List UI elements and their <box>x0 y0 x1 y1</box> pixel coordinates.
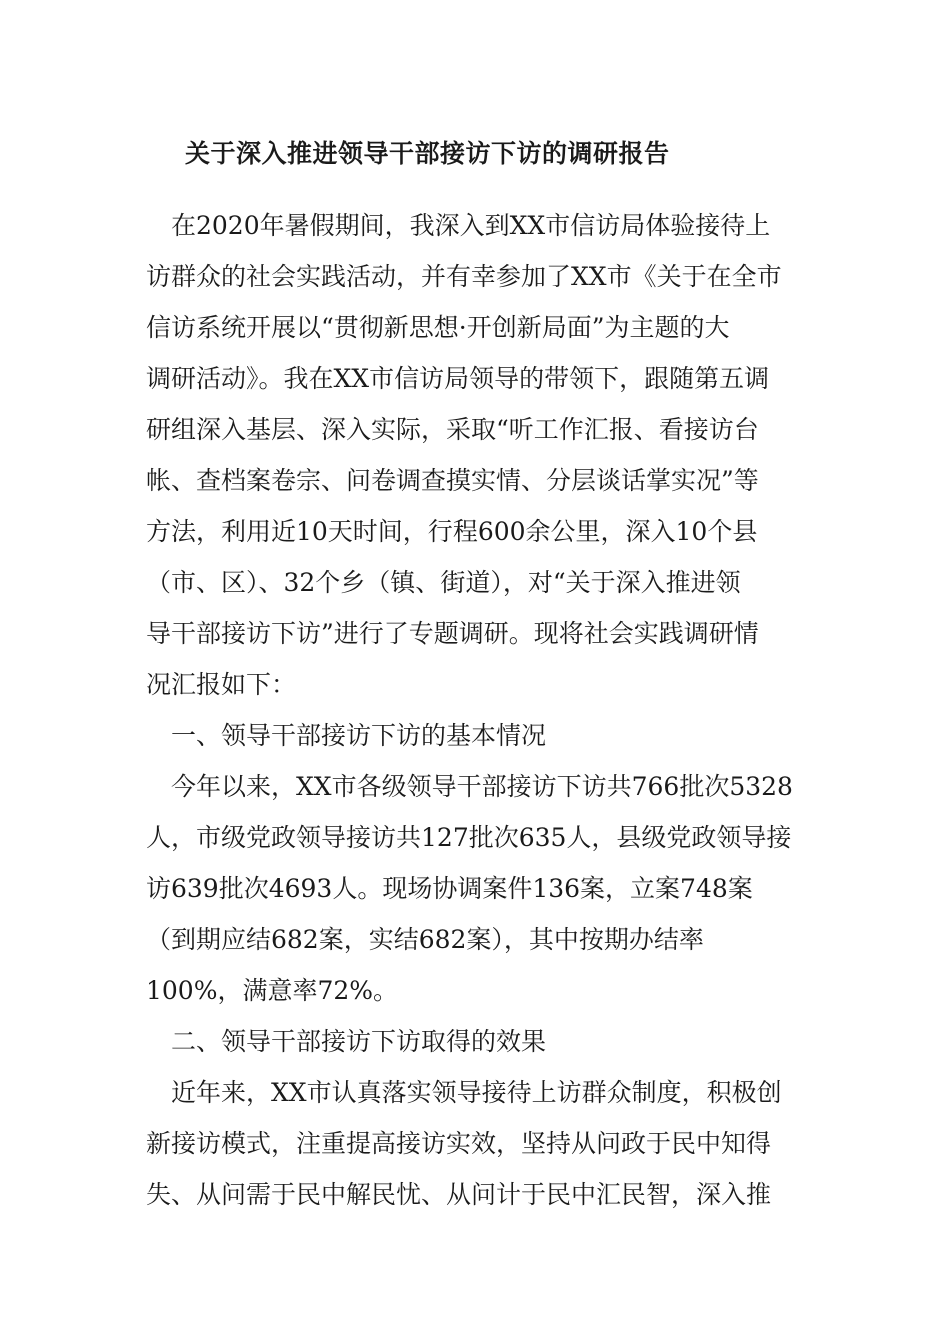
paragraph-line: 况汇报如下： <box>146 670 297 699</box>
paragraph-line: 信访系统开展以“贯彻新思想·开创新局面”为主题的大 <box>146 313 730 342</box>
paragraph-line: 导干部接访下访”进行了专题调研。现将社会实践调研情 <box>146 619 759 648</box>
paragraph-line: 失、从问需于民中解民忧、从问计于民中汇民智，深入推 <box>146 1180 772 1209</box>
paragraph-line: （到期应结682案，实结682案），其中按期办结率 <box>146 925 704 954</box>
paragraph-line: （市、区）、32个乡（镇、街道），对“关于深入推进领 <box>146 568 741 597</box>
paragraph-line: 方法，利用近10天时间，行程600余公里，深入10个县 <box>146 517 758 546</box>
paragraph-line: 调研活动》。我在XX市信访局领导的带领下，跟随第五调 <box>146 364 770 393</box>
paragraph-line: 研组深入基层、深入实际，采取“听工作汇报、看接访台 <box>146 415 759 444</box>
section-heading: 一、领导干部接访下访的基本情况 <box>146 721 547 750</box>
paragraph-line: 近年来，XX市认真落实领导接待上访群众制度，积极创 <box>146 1078 782 1107</box>
paragraph-line: 人，市级党政领导接访共127批次635人，县级党政领导接 <box>146 823 792 852</box>
document-title: 关于深入推进领导干部接访下访的调研报告 <box>185 139 670 168</box>
paragraph-line: 今年以来，XX市各级领导干部接访下访共766批次5328 <box>146 772 793 801</box>
paragraph-line: 访639批次4693人。现场协调案件136案，立案748案 <box>146 874 753 903</box>
section-heading: 二、领导干部接访下访取得的效果 <box>146 1027 547 1056</box>
paragraph-line: 访群众的社会实践活动，并有幸参加了XX市《关于在全市 <box>146 262 782 291</box>
paragraph-line: 新接访模式，注重提高接访实效，坚持从问政于民中知得 <box>146 1129 772 1158</box>
paragraph-line: 帐、查档案卷宗、问卷调查摸实情、分层谈话掌实况”等 <box>146 466 759 495</box>
paragraph-line: 在2020年暑假期间，我深入到XX市信访局体验接待上 <box>146 211 771 240</box>
paragraph-line: 100%，满意率72%。 <box>146 976 399 1005</box>
